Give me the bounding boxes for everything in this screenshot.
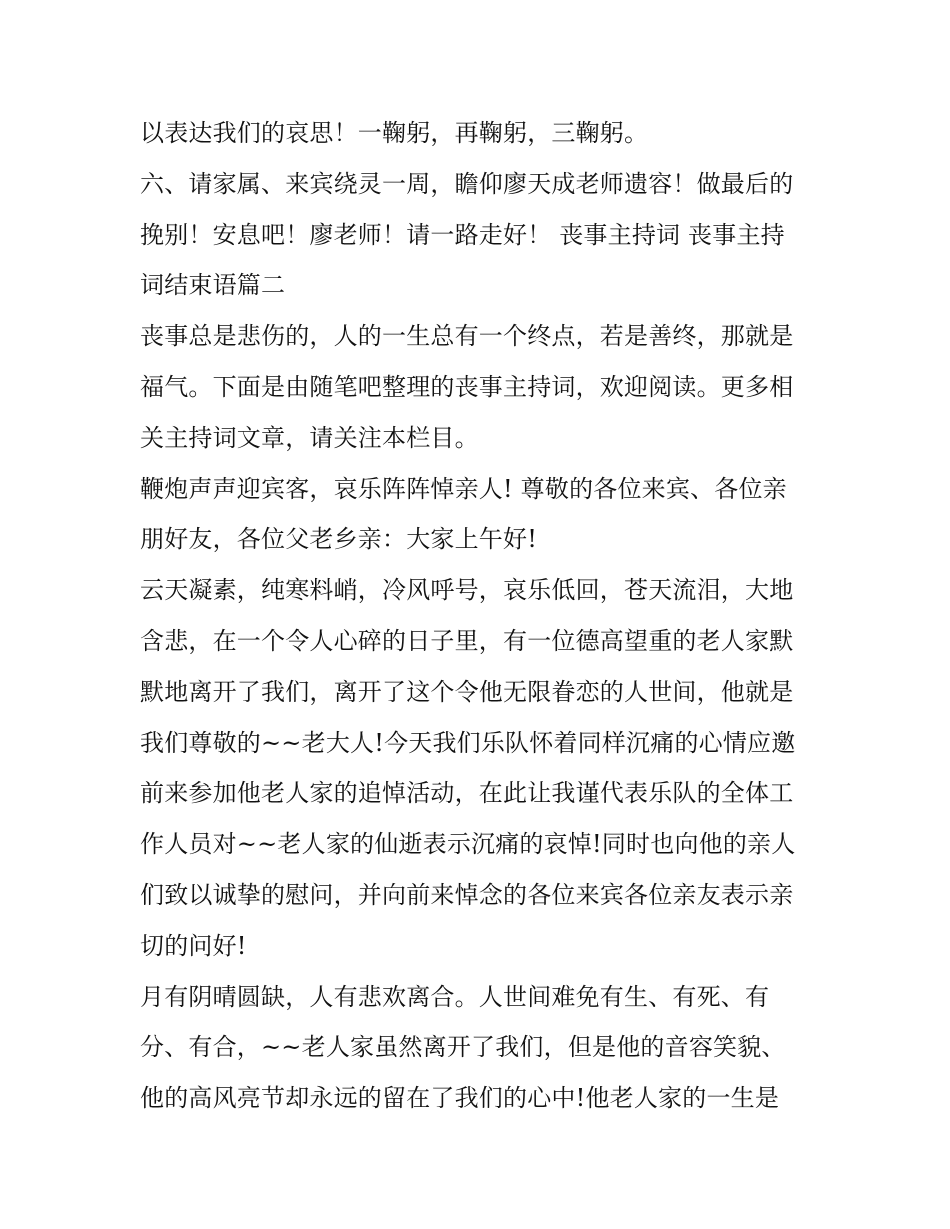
text-line: 前来参加他老人家的追悼活动，在此让我谨代表乐队的全体工 <box>140 779 794 808</box>
text-line: 们致以诚挚的慰问，并向前来悼念的各位来宾各位亲友表示亲 <box>140 880 794 909</box>
text-line: 关主持词文章，请关注本栏目。 <box>140 423 479 452</box>
text-line: 丧事总是悲伤的，人的一生总有一个终点，若是善终，那就是 <box>140 322 794 351</box>
text-line: 鞭炮声声迎宾客，哀乐阵阵悼亲人! 尊敬的各位来宾、各位亲 <box>140 474 787 503</box>
text-line: 朋好友，各位父老乡亲：大家上午好! <box>140 525 538 554</box>
text-line: 分、有合，~~老人家虽然离开了我们，但是他的音容笑貌、 <box>140 1033 786 1062</box>
text-line: 词结束语篇二 <box>140 271 286 300</box>
text-line: 默地离开了我们，离开了这个令他无限眷恋的人世间，他就是 <box>140 677 794 706</box>
text-line: 切的问好! <box>140 931 247 960</box>
text-line: 福气。下面是由随笔吧整理的丧事主持词，欢迎阅读。更多相 <box>140 372 794 401</box>
text-line: 六、请家属、来宾绕灵一周，瞻仰廖天成老师遗容！做最后的 <box>140 169 794 198</box>
text-line: 我们尊敬的~~老大人!今天我们乐队怀着同样沉痛的心情应邀 <box>140 728 796 757</box>
text-line: 作人员对~~老人家的仙逝表示沉痛的哀悼!同时也向他的亲人 <box>140 830 796 859</box>
text-line: 云天凝素，纯寒料峭，冷风呼号，哀乐低回，苍天流泪，大地 <box>140 576 794 605</box>
text-line: 挽别！安息吧！廖老师！请一路走好！ 丧事主持词 丧事主持 <box>140 220 785 249</box>
text-line: 他的高风亮节却永远的留在了我们的心中!他老人家的一生是 <box>140 1084 780 1113</box>
text-line: 含悲，在一个令人心碎的日子里，有一位德高望重的老人家默 <box>140 626 794 655</box>
document-body <box>140 108 820 1124</box>
text-line: 月有阴晴圆缺，人有悲欢离合。人世间难免有生、有死、有 <box>140 982 770 1011</box>
text-line: 以表达我们的哀思！一鞠躬，再鞠躬，三鞠躬。 <box>140 119 649 147</box>
